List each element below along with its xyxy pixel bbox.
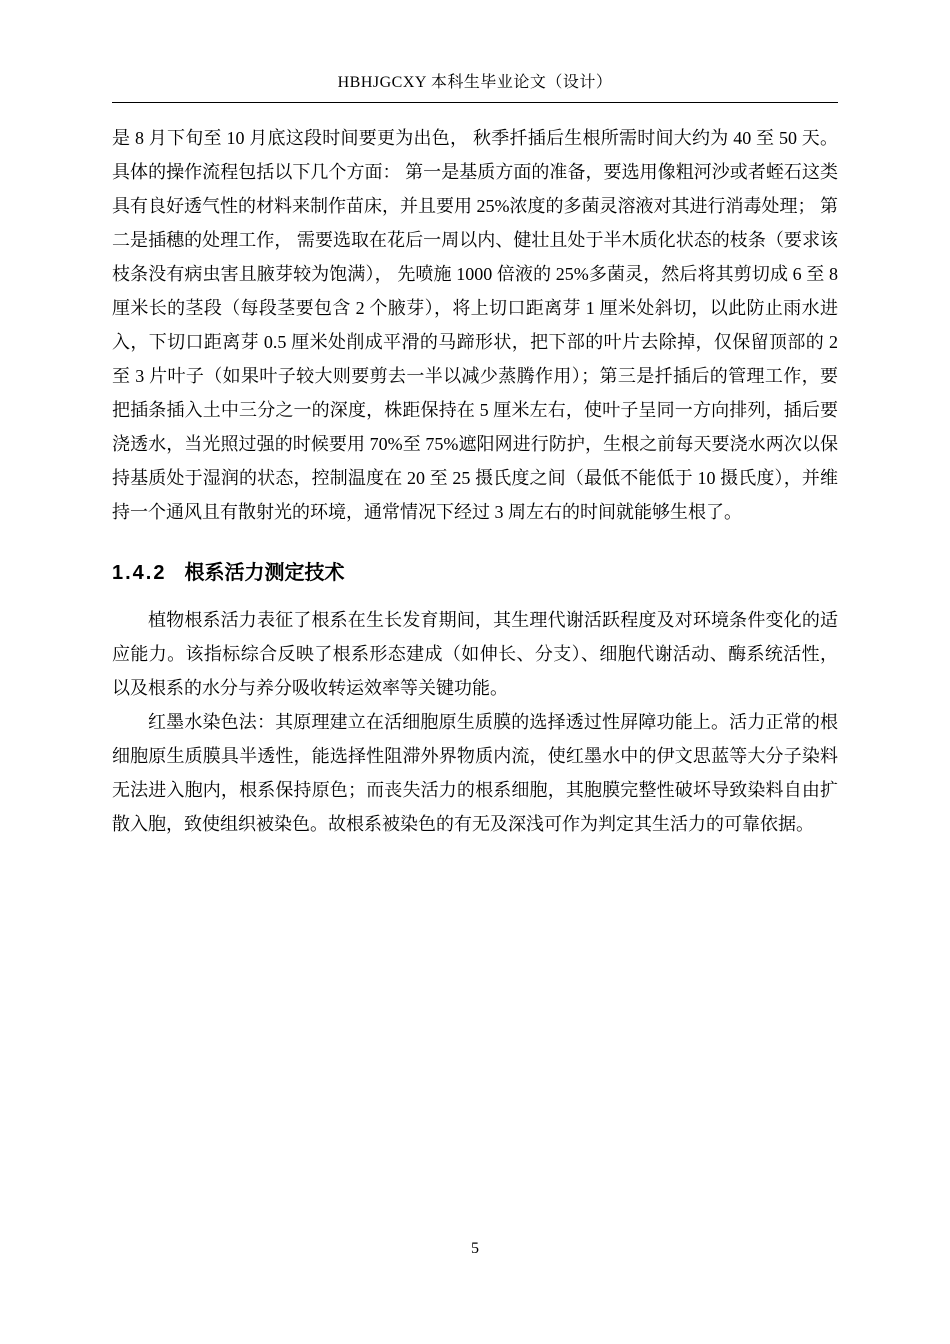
- section-heading: [112, 559, 838, 587]
- paragraph: 植物根系活力表征了根系在生长发育期间，其生理代谢活跃程度及对环境条件变化的适应能力。该指标综合反映了根系形态建成（如伸长、分支）、细胞代谢活动、酶系统活性，以及根系的水分与养分吸收转运效率等关键功能。: [112, 610, 838, 699]
- page-footer: [0, 1240, 950, 1258]
- section-title: 根系活力测定技术: [184, 562, 345, 585]
- continuation-paragraph: 是 8 月下旬至 10 月底这段时间要更为出色， 秋季扦插后生根所需时间大约为 40 至 50 天。 具体的操作流程包括以下几个方面： 第一是基质方面的准备，要选用像粗河沙或者蛭石这类具有良好透气性的材料来制作苗床，并且要用 25%浓度的多菌灵溶液对其进行消毒处理； 第二是插穗的处理工作， 需要选取在花后一周以内、健壮且处于半木质化状态的枝条（要求该枝条没有病虫害且腋芽较为饱满）， 先喷施 1000 倍液的 25%多菌灵，然后将其剪切成 6 至 8 厘米长的茎段（每段茎要包含 2 个腋芽），将上切口距离芽 1 厘米处斜切，以此防止雨水进入，下切口距离芽 0.5 厘米处削成平滑的马蹄形状，把下部的叶片去除掉，仅保留顶部的 2 至 3 片叶子（如果叶子较大则要剪去一半以减少蒸腾作用）；第三是扦插后的管理工作，要把插条插入土中三分之一的深度，株距保持在 5 厘米左右，使叶子呈同一方向排列，插后要浇透水，当光照过强的时候要用 70%至 75%遮阳网进行防护，生根之前每天要浇水两次以保持基质处于湿润的状态，控制温度在 20 至 25 摄氏度之间（最低不能低于 10 摄氏度），并维持一个通风且有散射光的环境，通常情况下经过 3 周左右的时间就能够生根了。: [112, 128, 838, 523]
- page-header: [112, 72, 838, 103]
- page-number: 5: [471, 1240, 479, 1257]
- header-title: HBHJGCXY 本科生毕业论文（设计）: [337, 74, 613, 91]
- document-body: [112, 121, 838, 841]
- paragraph: 红墨水染色法：其原理建立在活细胞原生质膜的选择透过性屏障功能上。活力正常的根细胞原生质膜具半透性，能选择性阻滞外界物质内流，使红墨水中的伊文思蓝等大分子染料无法进入胞内，根系保持原色；而丧失活力的根系细胞，其胞膜完整性破坏导致染料自由扩散入胞，致使组织被染色。故根系被染色的有无及深浅可作为判定其生活力的可靠依据。: [112, 712, 838, 835]
- section-number: 1.4.2: [112, 562, 167, 585]
